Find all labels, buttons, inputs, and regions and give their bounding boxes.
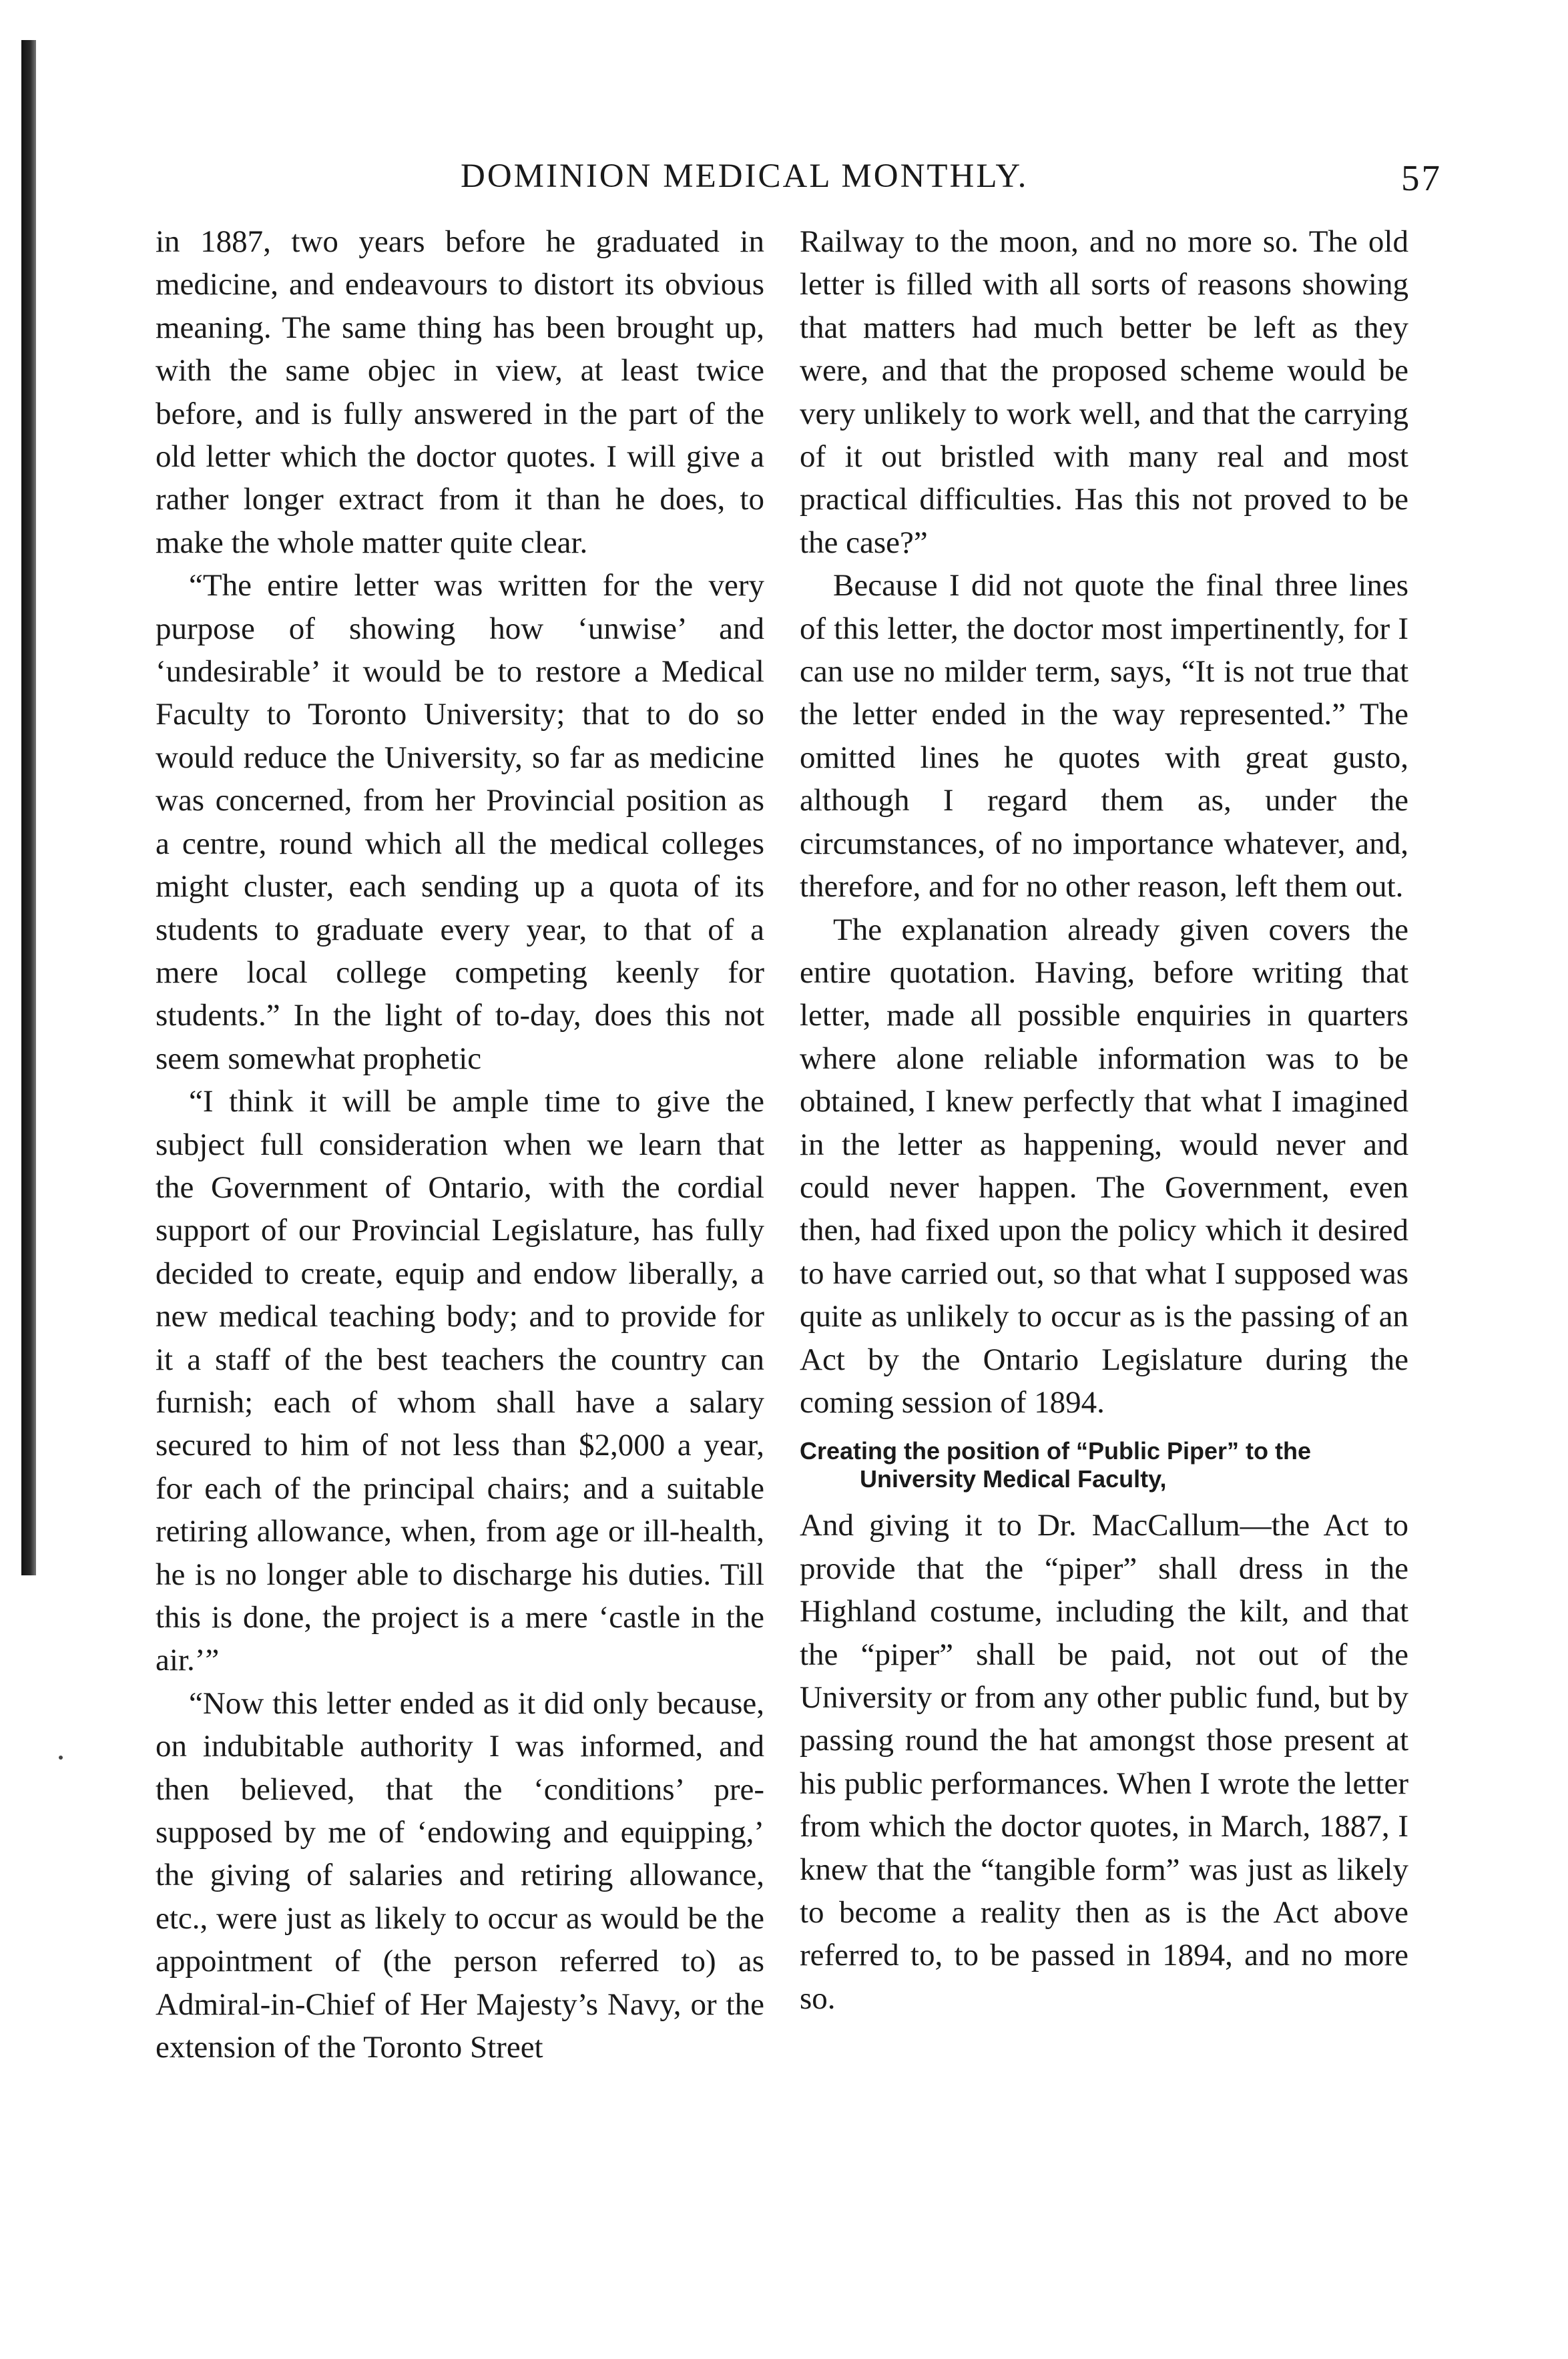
section-heading: Creating the position of “Public Piper” to the University Medical Faculty, bbox=[800, 1437, 1312, 1493]
paragraph: “I think it will be ample time to give the subject full consideration when we learn that the Government of Ontario, with the cordial support of our Provincial Legislature, has fully decided to create, equip and endow liberally, a new medical teaching body; and to provide for it a staff of the best teachers the country can furnish; each of whom shall have a salary secured to him of not less than $2,000 a year, for each of the principal chairs; and a suitable retiring allowance, when, from age or ill-health, he is no longer able to discharge his duties. Till this is done, the project is a mere ‘castle in the air.’” bbox=[156, 1084, 764, 1678]
paragraph: “The entire letter was written for the very purpose of showing how ‘unwise’ and ‘undesirable’ it would be to restore a Medical Faculty to Toronto University; that to do so would reduce the University, so far as medicine was concerned, from her Provincial position as a centre, round which all the medical colleges might cluster, each sending up a quota of its students to graduate every year, to that of a mere local college competing keenly for students.” In the light of to-day, does this not seem somewhat prophetic bbox=[156, 568, 764, 1076]
paragraph: And giving it to Dr. MacCallum—the Act to provide that the “piper” shall dress in the Highland costume, including the kilt, and that the “piper” shall be paid, not out of the University or from any other public fund, but by passing round the hat amongst those present at his public performances. When I wrote the letter from which the doctor quotes, in March, 1887, I knew that the “tangible form” was just as likely to become a reality then as is the Act above referred to, to be passed in 1894, and no more so. bbox=[800, 1508, 1408, 2016]
paragraph: Railway to the moon, and no more so. The old letter is filled with all sorts of reasons showing that matters had much better be left as they were, and that the proposed scheme would be very unlikely to work well, and that the carrying of it out bristled with many real and most practical difficulties. Has this not proved to be the case?” bbox=[800, 224, 1408, 560]
paragraph: “Now this letter ended as it did only because, on indubitable authority I was informed, and then believed, that the ‘conditions’ pre-supposed by me of ‘endowing and equipping,’ the giving of salaries and retiring allowance, etc., were just as likely to occur as would be the appointment of (the person referred to) as Admiral-in-Chief of Her Majesty’s Navy, or the extension of the Toronto Street bbox=[156, 1685, 764, 2065]
paragraph: Because I did not quote the final three lines of this letter, the doctor most impertinently, for I can use no milder term, says, “It is not true that the letter ended in the way represented.” The omitted lines he quotes with great gusto, although I regard them as, under the circumstances, of no importance whatever, and, therefore, and for no other reason, left them out. bbox=[800, 568, 1408, 904]
left-column bbox=[156, 220, 764, 2069]
paragraph: in 1887, two years before he graduated in medicine, and endeavours to distort its obvious meaning. The same thing has been brought up, with the same objec in view, at least twice before, and is fully answered in the part of the old letter which the doctor quotes. I will give a rather longer extract from it than he does, to make the whole matter quite clear. bbox=[156, 224, 764, 560]
page-binding-edge bbox=[21, 40, 36, 1575]
running-title: DOMINION MEDICAL MONTHLY. bbox=[461, 158, 1029, 195]
page-number: 57 bbox=[1401, 158, 1442, 198]
page-header bbox=[461, 157, 1442, 204]
right-column bbox=[800, 220, 1408, 2020]
margin-mark bbox=[59, 1756, 63, 1760]
paragraph: The explanation already given covers the entire quotation. Having, before writing that letter, made all possible enquiries in quarters where alone reliable information was to be obtained, I knew perfectly that what I imagined in the letter as happening, would never and could never happen. The Government, even then, had fixed upon the policy which it desired to have carried out, so that what I supposed was quite as unlikely to occur as is the passing of an Act by the Ontario Legislature during the coming session of 1894. bbox=[800, 912, 1408, 1420]
